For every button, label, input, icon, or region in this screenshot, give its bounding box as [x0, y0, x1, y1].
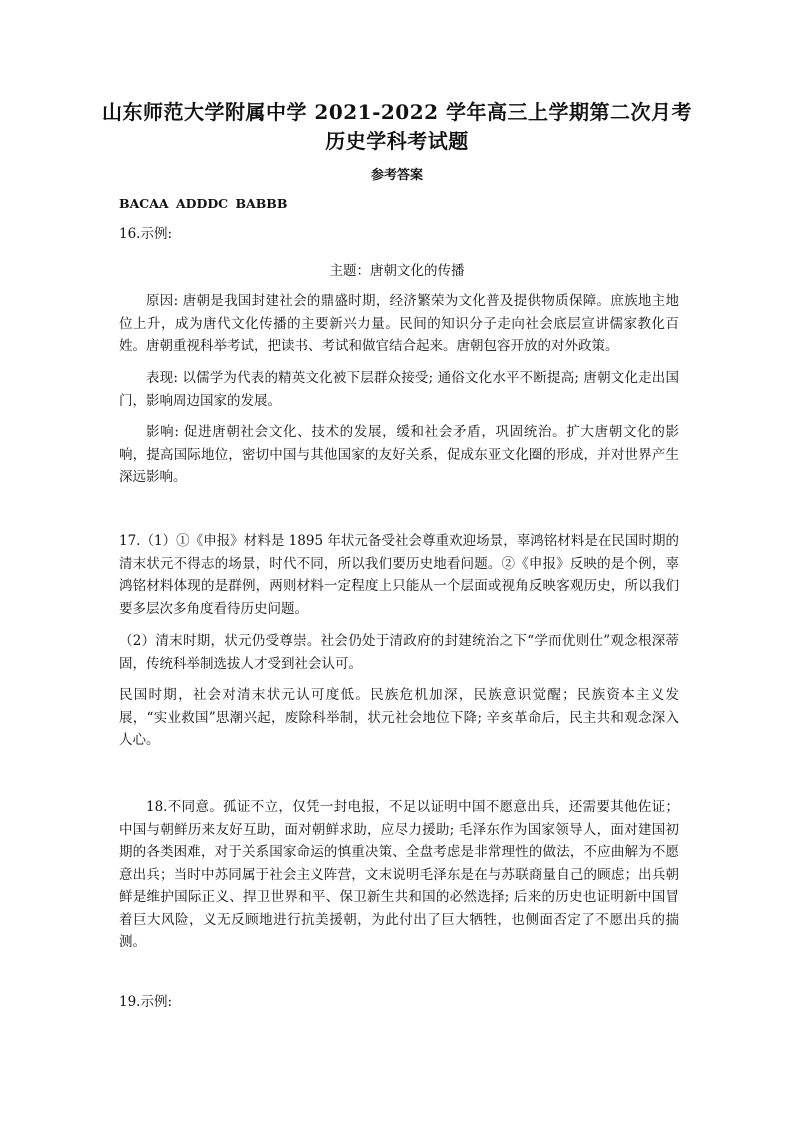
q16-performance: 表现: 以儒学为代表的精英文化被下层群众接受; 通俗文化水平不断提高; 唐朝文化走出国门，影响周边国家的发展。 — [119, 370, 679, 409]
q19-label: 19.示例: — [119, 994, 173, 1010]
q18-answer: 18.不同意。孤证不立，仅凭一封电报，不足以证明中国不愿意出兵，还需要其他佐证；中国与朝鲜历来友好互助，面对朝鲜求助，应尽力援助; 毛泽东作为国家领导人，面对建国初期的各类困难，对于关系国家命运的慎重决策、全盘考虑是非常理性的做法，不应曲解为不愿意出兵；当时中苏同属于社会主义阵营，文末说明毛泽东是在与苏联商量自己的顾虑；出兵朝鲜是维护国际正义、捍卫世界和平、保卫新生共和国的必然选择; 后来的历史也证明新中国冒着巨大风险，义无反顾地进行抗美援朝，为此付出了巨大牺牲，也侧面否定了不愿出兵的揣测。 — [119, 799, 679, 950]
q17-part2: （2）清末时期，状元仍受尊崇。社会仍处于清政府的封建统治之下“学而优则仕”观念根深蒂固，传统科举制选拔人才受到社会认可。 — [119, 633, 679, 672]
q17-part3: 民国时期，社会对清末状元认可度低。民族危机加深，民族意识觉醒；民族资本主义发展，“实业救国”思潮兴起，废除科举制，状元社会地位下降; 辛亥革命后，民主共和观念深入人心。 — [119, 687, 679, 748]
q17-part1: 17.（1）①《申报》材料是 1895 年状元备受社会尊重欢迎场景，辜鸿铭材料是在民国时期的清末状元不得志的场景，时代不同，所以我们要历史地看问题。②《申报》反映的是个例，辜鸿铭材料体现的是群例，两则材料一定程度上只能从一个层面或视角反映客观历史，所以我们要多层次多角度看待历史问题。 — [119, 533, 679, 617]
q16-label: 16.示例: — [119, 226, 173, 242]
multiple-choice-answers: BACAA ADDDC BABBB — [119, 196, 288, 211]
page-subtitle: 参考答案 — [370, 168, 423, 183]
q16-theme: 主题：唐朝文化的传播 — [329, 263, 465, 279]
q16-influence: 影响: 促进唐朝社会文化、技术的发展，缓和社会矛盾，巩固统治。扩大唐朝文化的影响，提高国际地位，密切中国与其他国家的友好关系，促成东亚文化圈的形成，并对世界产生深远影响。 — [119, 424, 679, 485]
page-title: 山东师范大学附属中学 2021-2022 学年高三上学期第二次月考 — [101, 100, 693, 124]
page-title-line2: 历史学科考试题 — [325, 129, 469, 153]
q16-reason: 原因: 唐朝是我国封建社会的鼎盛时期，经济繁荣为文化普及提供物质保障。庶族地主地位上升，成为唐代文化传播的主要新兴力量。民间的知识分子走向社会底层宣讲儒家教化百姓。唐朝重视科举考试，把读书、考试和做官结合起来。唐朝包容开放的对外政策。 — [119, 293, 679, 354]
